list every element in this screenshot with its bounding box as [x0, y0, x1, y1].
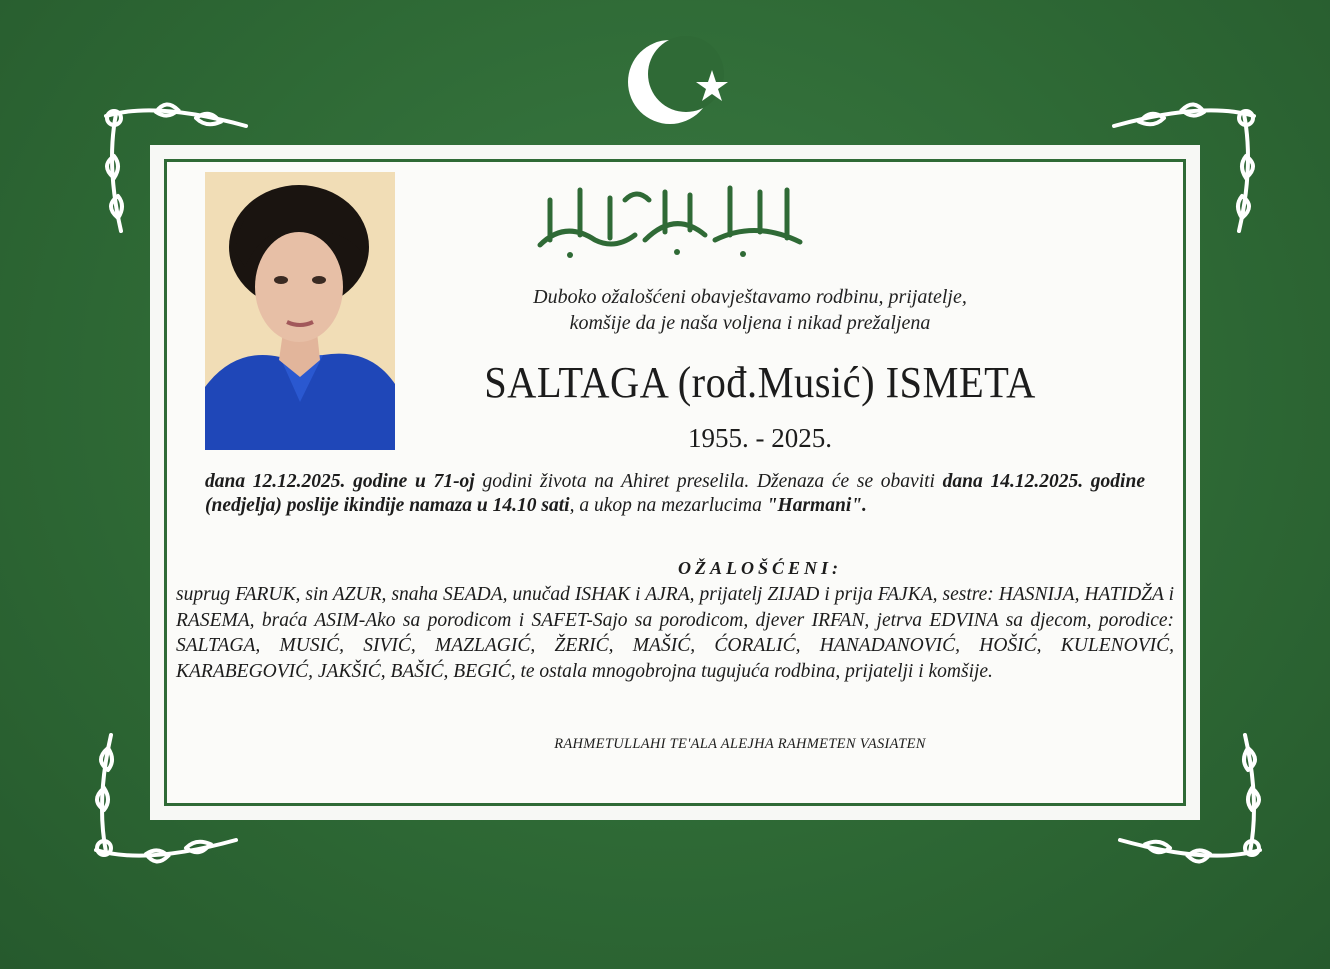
mourners-heading: OŽALOŠĆENI:: [677, 558, 842, 578]
mourners-list: suprug FARUK, sin AZUR, snaha SEADA, unučad ISHAK i AJRA, prijatelj ZIJAD i prija FAJKA, sestre: HASNIJA, HATIDŽA i RASEMA, braća ASIM-Ako sa porodicom i SAFET-Sajo sa porodicom, djever IRFAN, jetrva EDVINA sa djecom, porodice: SALTAGA, MUSIĆ, SIVIĆ, MAZLAGIĆ, ŽERIĆ, MAŠIĆ, ĆORALIĆ, HANADANOVIĆ, HOŠIĆ, KULENOVIĆ, KARABEGOVIĆ, JAKŠIĆ, BAŠIĆ, BEGIĆ, te ostala mnogobrojna tugujuća rodbina, prijatelji i komšije.: [176, 584, 1174, 682]
closing-prayer: RAHMETULLAHI TE'ALA ALEJHA RAHMETEN VASIATEN: [554, 736, 926, 752]
announcement-part: godini života na Ahiret preselila. Dženaza će se obaviti: [474, 471, 943, 492]
portrait-photo: [205, 172, 395, 450]
intro-line: Duboko ožalošćeni obavještavamo rodbinu, prijatelje,: [533, 286, 967, 308]
announcement-part: , a ukop na mezarlucima: [569, 495, 767, 516]
funeral-date: dana 14.12.2025. godine (nedjelja) poslije ikindije namaza u 14.10 sati: [205, 471, 1145, 516]
intro-text: [420, 284, 1080, 336]
date-of-death: dana 12.12.2025. godine u 71-oj: [205, 471, 475, 492]
announcement-text: [205, 470, 1145, 518]
intro-line: komšije da je naša voljena i nikad prežaljena: [569, 312, 931, 334]
deceased-name: SALTAGA (rođ.Musić) ISMETA: [484, 358, 1036, 407]
arabic-calligraphy-icon: [525, 180, 815, 260]
life-years: 1955. - 2025.: [688, 423, 832, 453]
burial-place: "Harmani".: [766, 495, 867, 516]
crescent-and-star-icon: [620, 30, 740, 140]
